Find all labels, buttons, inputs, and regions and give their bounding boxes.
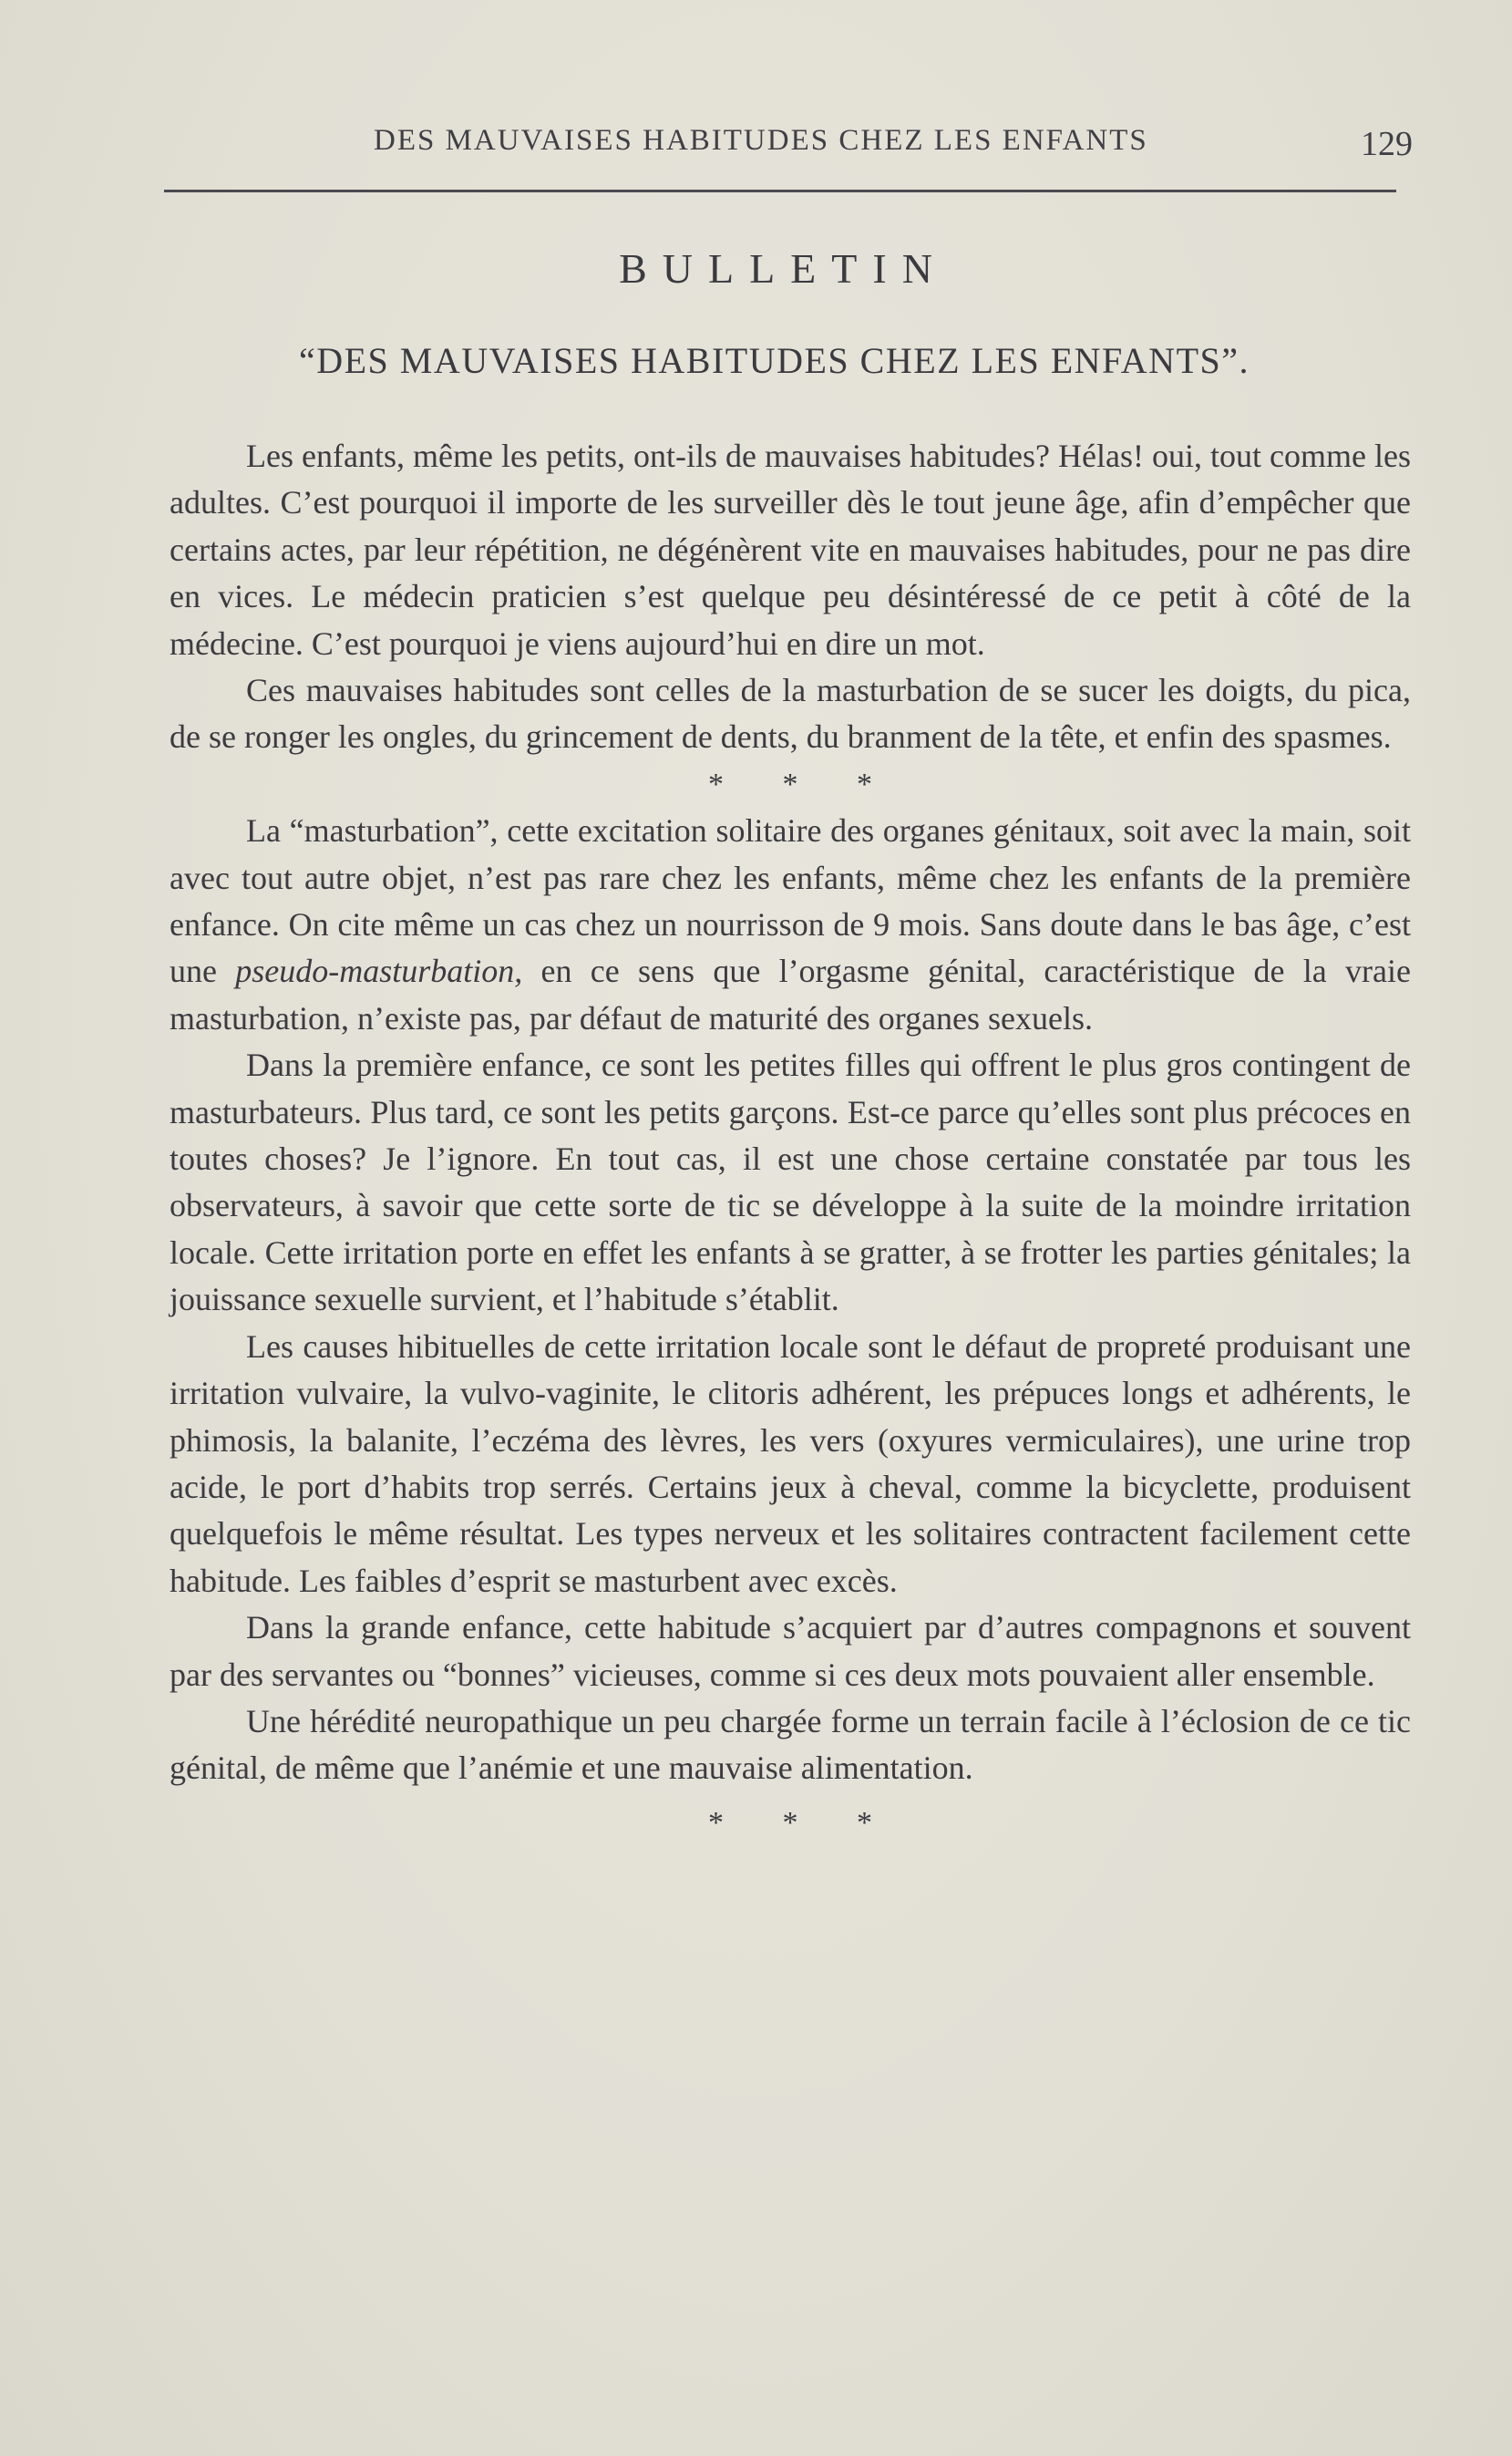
paragraph-3-start: La “masturbation”, cette excitation solitaire des organes génitaux, soit avec la main, soit avec tout autre objet, n’est pas rare chez les enfants, même chez les enfants de la première enfance. On cite même un cas chez un nourrisson de 9 mois. Sans doute dans le bas âge, c’est une xyxy=(170,812,1411,990)
article-body xyxy=(170,433,1411,1846)
page-number: 129 xyxy=(1361,125,1413,163)
paragraph-1: Les enfants, même les petits, ont-ils de mauvaises habitudes? Hélas! oui, tout comme les adultes. C’est pourquoi il importe de les surveiller dès le tout jeune âge, afin d’empêcher que certains actes, par leur répétition, ne dégénèrent vite en mauvaises habitudes, pour ne pas dire en vices. Le médecin praticien s’est quelque peu désintéressé de ce petit à côté de la médecine. C’est pourquoi je viens aujourd’hui en dire un mot. xyxy=(170,438,1411,662)
running-title: DES MAUVAISES HABITUDES CHEZ LES ENFANTS xyxy=(374,124,1148,157)
paragraph-3 xyxy=(170,808,1411,1042)
section-title: BULLETIN xyxy=(619,245,948,292)
paragraph-2: Ces mauvaises habitudes sont celles de la masturbation de se sucer les doigts, du pica, de se ronger les ongles, du grincement de dents, du branment de la tête, et enfin des spasmes. xyxy=(170,672,1411,756)
paragraph-3-end: en ce sens que l’orgasme génital, caractéristique de la vraie masturbation, n’existe pas, par défaut de maturité des organes sexuels. xyxy=(170,953,1411,1037)
header-rule xyxy=(164,190,1396,192)
running-head xyxy=(164,124,1413,170)
paragraph-5: Les causes hibituelles de cette irritation locale sont le défaut de propreté produisant une irritation vulvaire, la vulvo-vaginite, le clitoris adhérent, les prépuces longs et adhérents, le phimosis, la balanite, l’eczéma des lèvres, les vers (oxyures vermiculaires), une urine trop acide, le port d’habits trop serrés. Certains jeux à cheval, comme la bicyclette, produisent quelquefois le même résultat. Les types nerveux et les solitaires contractent facilement cette habitude. Les faibles d’esprit se masturbent avec excès. xyxy=(170,1327,1411,1599)
article-title: “DES MAUVAISES HABITUDES CHEZ LES ENFANTS”. xyxy=(298,340,1250,381)
paragraph-3-italic-term: pseudo-masturbation, xyxy=(235,953,523,990)
section-separator: * * * xyxy=(708,767,898,801)
paragraph-6: Dans la grande enfance, cette habitude s’acquiert par d’autres compagnons et souvent par des servantes ou “bonnes” vicieuses, comme si ces deux mots pouvaient aller ensemble. xyxy=(170,1609,1411,1693)
paragraph-4: Dans la première enfance, ce sont les petites filles qui offrent le plus gros contingent de masturbateurs. Plus tard, ce sont les petits garçons. Est-ce parce qu’elles sont plus précoces en toutes choses? Je l’ignore. En tout cas, il est une chose certaine constatée par tous les observateurs, à savoir que cette sorte de tic se développe à la suite de la moindre irritation locale. Cette irritation porte en effet les enfants à se gratter, à se frotter les parties génitales; la jouissance sexuelle survient, et l’habitude s’établit. xyxy=(170,1047,1411,1318)
paragraph-7: Une hérédité neuropathique un peu chargée forme un terrain facile à l’éclosion de ce tic génital, de même que l’anémie et une mauvaise alimentation. xyxy=(170,1702,1411,1787)
section-separator: * * * xyxy=(708,1805,898,1840)
